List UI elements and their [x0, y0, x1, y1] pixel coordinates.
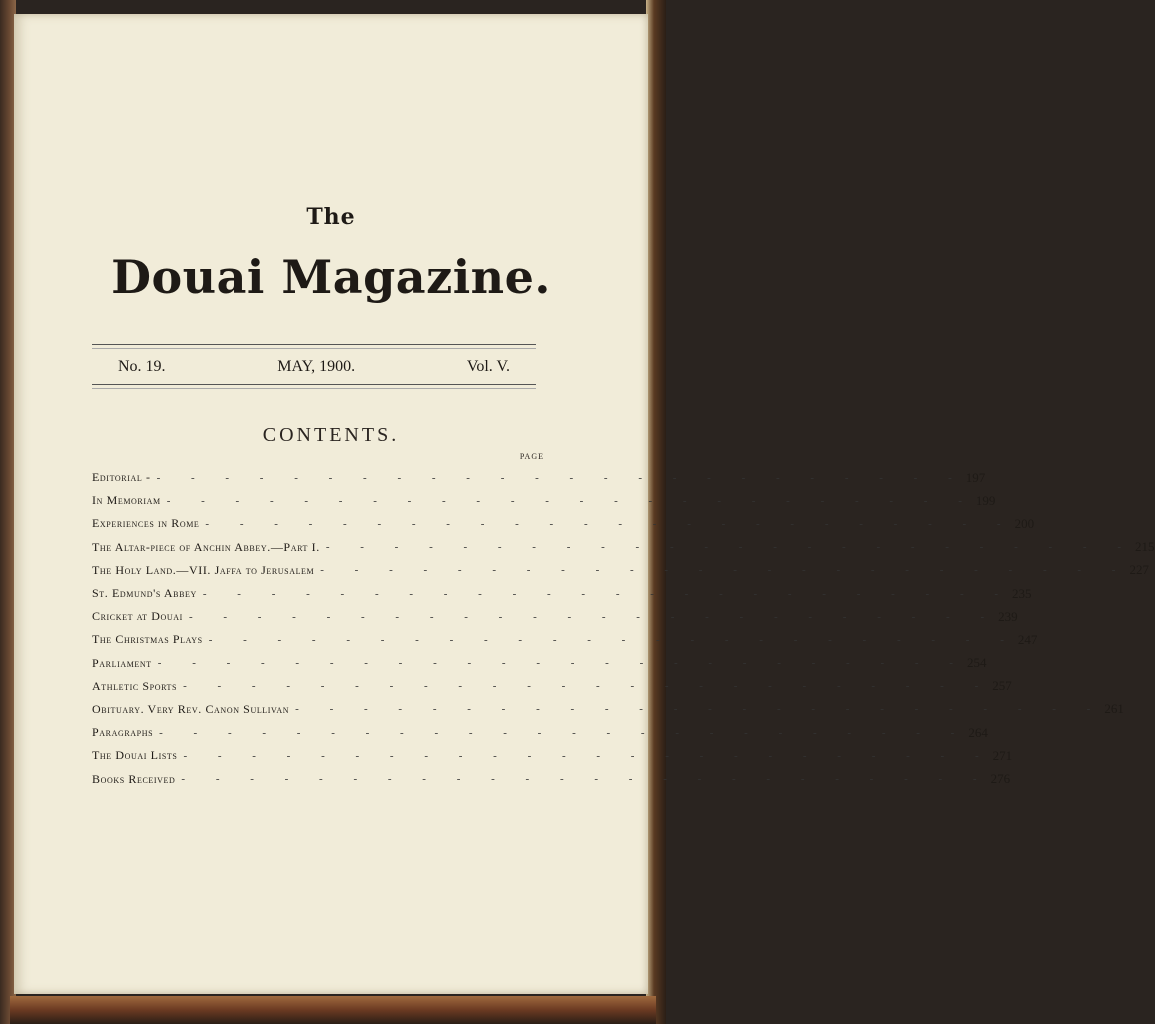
title-article: The: [306, 204, 356, 230]
toc-leader-dashes: - - - - - - - - - - - - - - - - - - - - - - - -: [183, 680, 993, 693]
toc-entry: [92, 675, 1012, 698]
toc-entry-page: 215: [1135, 539, 1155, 555]
toc-entry: [92, 652, 987, 675]
issue-date: MAY, 1900.: [277, 358, 356, 375]
toc-entry-page: 261: [1104, 701, 1124, 717]
toc-entry-title: Editorial -: [92, 470, 151, 485]
toc-entry-page: 199: [975, 492, 996, 508]
toc-entry-page: 264: [968, 724, 988, 740]
toc-entry-page: 227: [1129, 562, 1149, 578]
divider-top: [92, 344, 536, 345]
toc-entry-title: Cricket at Douai: [92, 609, 183, 624]
toc-entry-page: 239: [998, 608, 1018, 624]
toc-entry: [92, 582, 1032, 605]
toc-entry: [92, 605, 1018, 628]
toc-entry: [92, 536, 1155, 559]
toc-entry-title: The Douai Lists: [92, 748, 178, 763]
toc-entry-title: The Altar-piece of Anchin Abbey.—Part I.: [92, 539, 320, 554]
book-page: [14, 14, 1155, 994]
toc-entry-page: 257: [992, 678, 1012, 694]
toc-leader-dashes: - - - - - - - - - - - - - - - - - - - - - - - -: [202, 587, 1013, 600]
divider-bottom: [92, 384, 536, 385]
toc-entry-title: Books Received: [92, 771, 176, 786]
toc-entry: [92, 466, 986, 489]
contents-heading: CONTENTS.: [262, 424, 400, 446]
issue-info: [118, 358, 510, 376]
toc-entry-title: Paragraphs: [92, 725, 154, 740]
toc-leader-dashes: - - - - - - - - - - - - - - - - - - - - - - - -: [166, 494, 976, 507]
page-column-label: PAGE: [519, 452, 544, 461]
toc-leader-dashes: - - - - - - - - - - - - - - - - - - - - - - - -: [157, 657, 967, 670]
toc-entry-title: The Holy Land.—VII. Jaffa to Jerusalem: [92, 562, 315, 577]
toc-entry-title: In Memoriam: [92, 493, 161, 508]
page-edge-right: [646, 0, 666, 1024]
toc-entry-title: Obituary. Very Rev. Canon Sullivan: [92, 701, 290, 716]
toc-entry-title: Experiences in Rome: [92, 516, 200, 531]
toc-entry-page: 235: [1012, 585, 1032, 601]
toc-leader-dashes: - - - - - - - - - - - - - - - - - - - - - - - -: [205, 517, 1015, 530]
toc-leader-dashes: - - - - - - - - - - - - - - - - - - - - - - - -: [156, 471, 966, 484]
toc-leader-dashes: - - - - - - - - - - - - - - - - - - - - - - - -: [159, 726, 969, 739]
toc-entry-page: 247: [1017, 631, 1038, 647]
toc-entry-page: 197: [965, 469, 986, 485]
toc-leader-dashes: - - - - - - - - - - - - - - - - - - - - - - - -: [181, 773, 991, 786]
magazine-title: Douai Magazine.: [111, 250, 551, 304]
toc-entry-title: St. Edmund's Abbey: [92, 586, 197, 601]
table-of-contents: [92, 466, 1155, 791]
issue-volume: Vol. V.: [466, 358, 510, 375]
toc-entry-title: Parliament: [92, 655, 152, 670]
toc-leader-dashes: - - - - - - - - - - - - - - - - - - - - - - - -: [188, 610, 999, 623]
page-edge-bottom: [10, 996, 656, 1024]
toc-entry-page: 271: [992, 747, 1013, 763]
issue-number: No. 19.: [118, 358, 166, 375]
toc-entry: [92, 559, 1149, 582]
divider-top-inner: [92, 348, 536, 349]
toc-entry: [92, 767, 1011, 790]
toc-entry: [92, 721, 988, 744]
toc-entry-title: Athletic Sports: [92, 678, 178, 693]
toc-entry: [92, 744, 1013, 767]
toc-entry: [92, 628, 1038, 651]
toc-entry-page: 276: [990, 771, 1011, 787]
toc-entry: [92, 512, 1035, 535]
toc-leader-dashes: - - - - - - - - - - - - - - - - - - - - - - - -: [183, 749, 993, 762]
toc-leader-dashes: - - - - - - - - - - - - - - - - - - - - - - - -: [295, 703, 1105, 716]
toc-leader-dashes: - - - - - - - - - - - - - - - - - - - - - - - -: [208, 633, 1018, 646]
toc-entry-page: 254: [966, 655, 987, 671]
toc-entry-title: The Christmas Plays: [92, 632, 203, 647]
toc-entry: [92, 489, 996, 512]
divider-bottom-inner: [92, 388, 536, 389]
toc-entry-page: 200: [1014, 515, 1035, 531]
toc-entry: [92, 698, 1124, 721]
toc-leader-dashes: - - - - - - - - - - - - - - - - - - - - - - - -: [325, 541, 1135, 554]
toc-leader-dashes: - - - - - - - - - - - - - - - - - - - - - - - -: [320, 564, 1130, 577]
